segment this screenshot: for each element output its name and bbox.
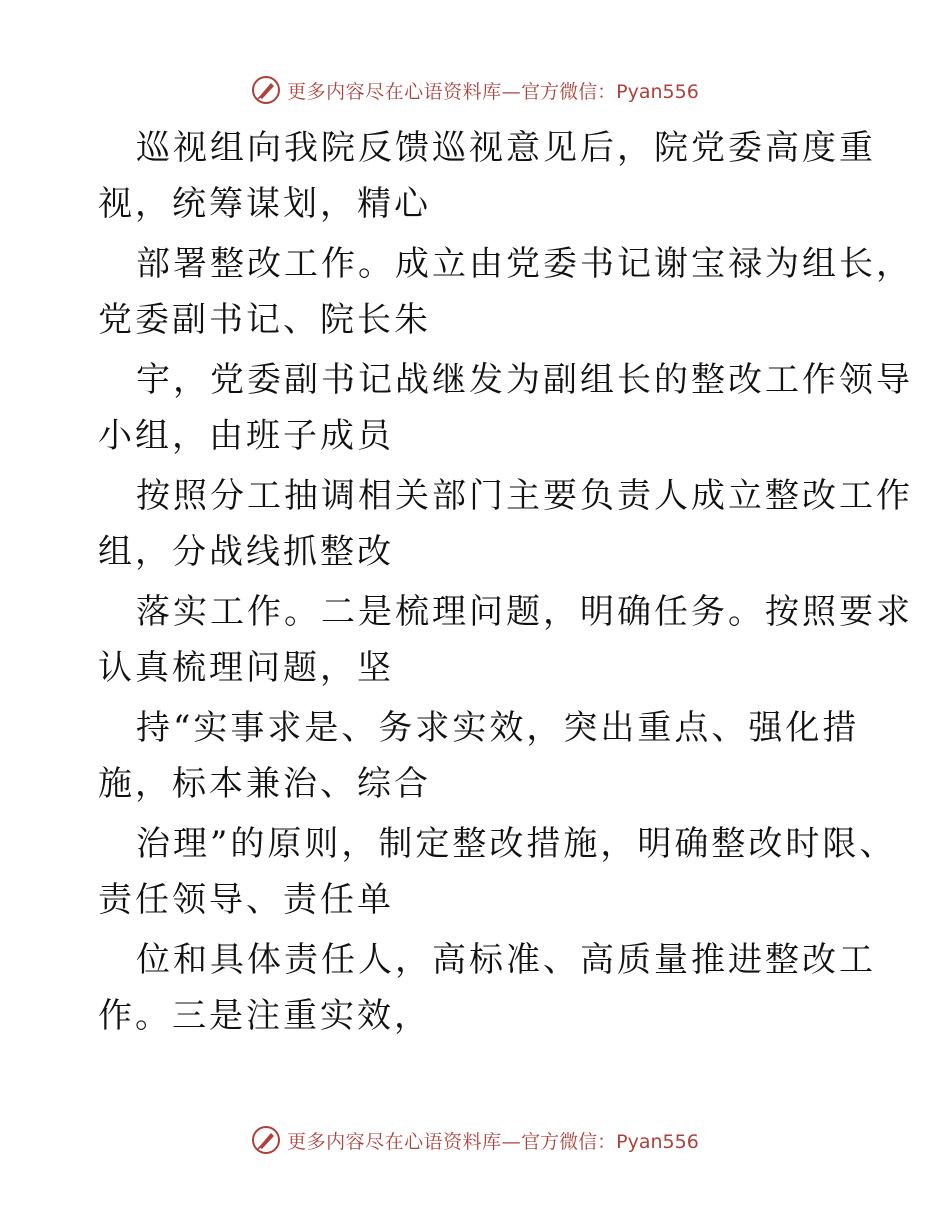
header-banner bbox=[0, 70, 950, 110]
text-line: 认真梳理问题，坚 bbox=[98, 648, 394, 688]
text-line: 巡视组向我院反馈巡视意见后，院党委高度重 bbox=[136, 128, 876, 168]
footer-contact: 官方微信：Pyan556 bbox=[521, 1130, 699, 1153]
text-line: 持“实事求是、务求实效，突出重点、强化措 bbox=[136, 708, 860, 748]
text-line: 党委副书记、院长朱 bbox=[98, 300, 431, 340]
text-line: 作。三是注重实效， bbox=[98, 996, 431, 1036]
header-banner-text: 更多内容尽在心语资料库— bbox=[287, 80, 522, 103]
text-line: 责任领导、责任单 bbox=[98, 880, 394, 920]
text-line: 按照分工抽调相关部门主要负责人成立整改工作 bbox=[136, 476, 913, 516]
text-line: 落实工作。二是梳理问题，明确任务。按照要求 bbox=[136, 592, 913, 632]
quill-pen-logo-icon bbox=[251, 1125, 281, 1155]
text-line: 位和具体责任人，高标准、高质量推进整改工 bbox=[136, 940, 876, 980]
text-line: 施，标本兼治、综合 bbox=[98, 764, 431, 804]
quill-pen-logo-icon bbox=[251, 75, 281, 105]
text-line: 治理”的原则，制定整改措施，明确整改时限、 bbox=[136, 824, 897, 864]
text-line: 组，分战线抓整改 bbox=[98, 532, 394, 572]
footer-banner bbox=[0, 1120, 950, 1160]
text-line: 视，统筹谋划，精心 bbox=[98, 184, 431, 224]
text-line: 宇，党委副书记战继发为副组长的整改工作领导 bbox=[136, 360, 913, 400]
text-line: 小组，由班子成员 bbox=[98, 416, 394, 456]
footer-banner-text: 更多内容尽在心语资料库— bbox=[287, 1130, 522, 1153]
header-contact: 官方微信：Pyan556 bbox=[521, 80, 699, 103]
text-line: 部署整改工作。成立由党委书记谢宝禄为组长， bbox=[136, 244, 913, 284]
